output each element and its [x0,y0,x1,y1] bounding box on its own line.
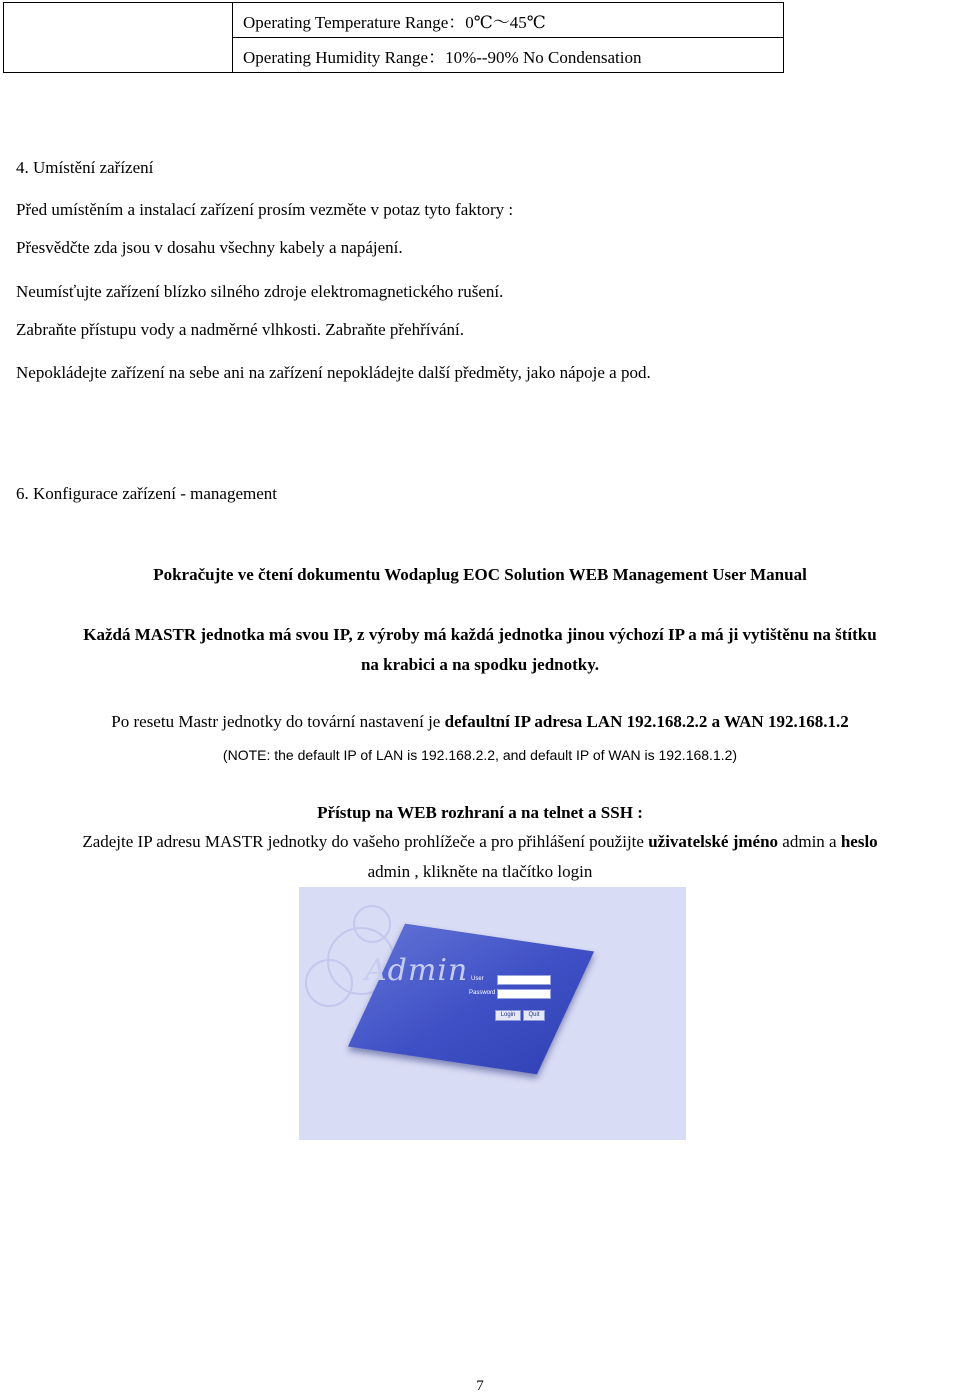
spec-row [4,3,784,38]
admin-login-screenshot [299,887,686,1140]
decorative-circle [305,959,353,1007]
reset-text: Po resetu Mastr jednotky do tovární nastavení je [111,712,445,731]
instruction-text: Zadejte IP adresu MASTR jednotky do vašeho prohlížeče a pro přihlášení použijte [82,832,649,851]
section-4-line: Přesvědčte zda jsou v dosahu všechny kabely a napájení. [16,238,403,257]
page-number: 7 [476,1378,484,1394]
mastr-ip-line-2: na krabici a na spodku jednotky. [360,655,600,674]
password-label: Password [469,990,496,996]
admin-logo-text: Admin [365,953,469,988]
user-label: User [471,976,484,982]
section-4-line: Nepokládejte zařízení na sebe ani na zařízení nepokládejte další předměty, jako nápoje a pod. [16,363,651,382]
operating-temperature: Operating Temperature Range：0℃～45℃ [233,3,784,38]
access-heading: Přístup na WEB rozhraní a na telnet a SSH : [317,803,643,822]
mastr-ip-line: Každá MASTR jednotka má svou IP, z výroby má každá jednotka jinou výchozí IP a má ji vytištěnu na štítku [83,625,877,644]
username-term: uživatelské jméno [648,832,779,851]
section-4-heading: 4. Umístění zařízení [16,158,154,177]
login-instruction [0,832,960,852]
decorative-circle [353,905,391,943]
section-4-line: Před umístěním a instalací zařízení prosím vezměte v potaz tyto faktory : [16,200,514,219]
section-4-line: Neumísťujte zařízení blízko silného zdroje elektromagnetického rušení. [16,282,504,301]
password-term: heslo [840,832,878,851]
spec-empty-cell [4,3,233,73]
default-ip-note: (NOTE: the default IP of LAN is 192.168.2.2, and default IP of WAN is 192.168.1.2) [222,747,738,763]
section-4-line: Zabraňte přístupu vody a nadměrné vlhkosti. Zabraňte přehřívání. [16,320,464,339]
reset-line [0,712,960,732]
default-ip-text: defaultní IP adresa LAN 192.168.2.2 a WAN 192.168.1.2 [444,712,849,731]
user-input[interactable] [497,975,551,985]
quit-button[interactable]: Quit [523,1010,545,1021]
login-button[interactable]: Login [495,1010,521,1021]
section-6-heading: 6. Konfigurace zařízení - management [16,484,278,503]
continue-reading-line: Pokračujte ve čtení dokumentu Wodaplug EOC Solution WEB Management User Manual [153,565,807,584]
instruction-text: admin a [778,832,841,851]
operating-humidity: Operating Humidity Range：10%--90% No Condensation [233,38,784,73]
login-instruction-line-2: admin , klikněte na tlačítko login [367,862,593,881]
spec-table [3,2,784,73]
password-input[interactable] [497,989,551,999]
